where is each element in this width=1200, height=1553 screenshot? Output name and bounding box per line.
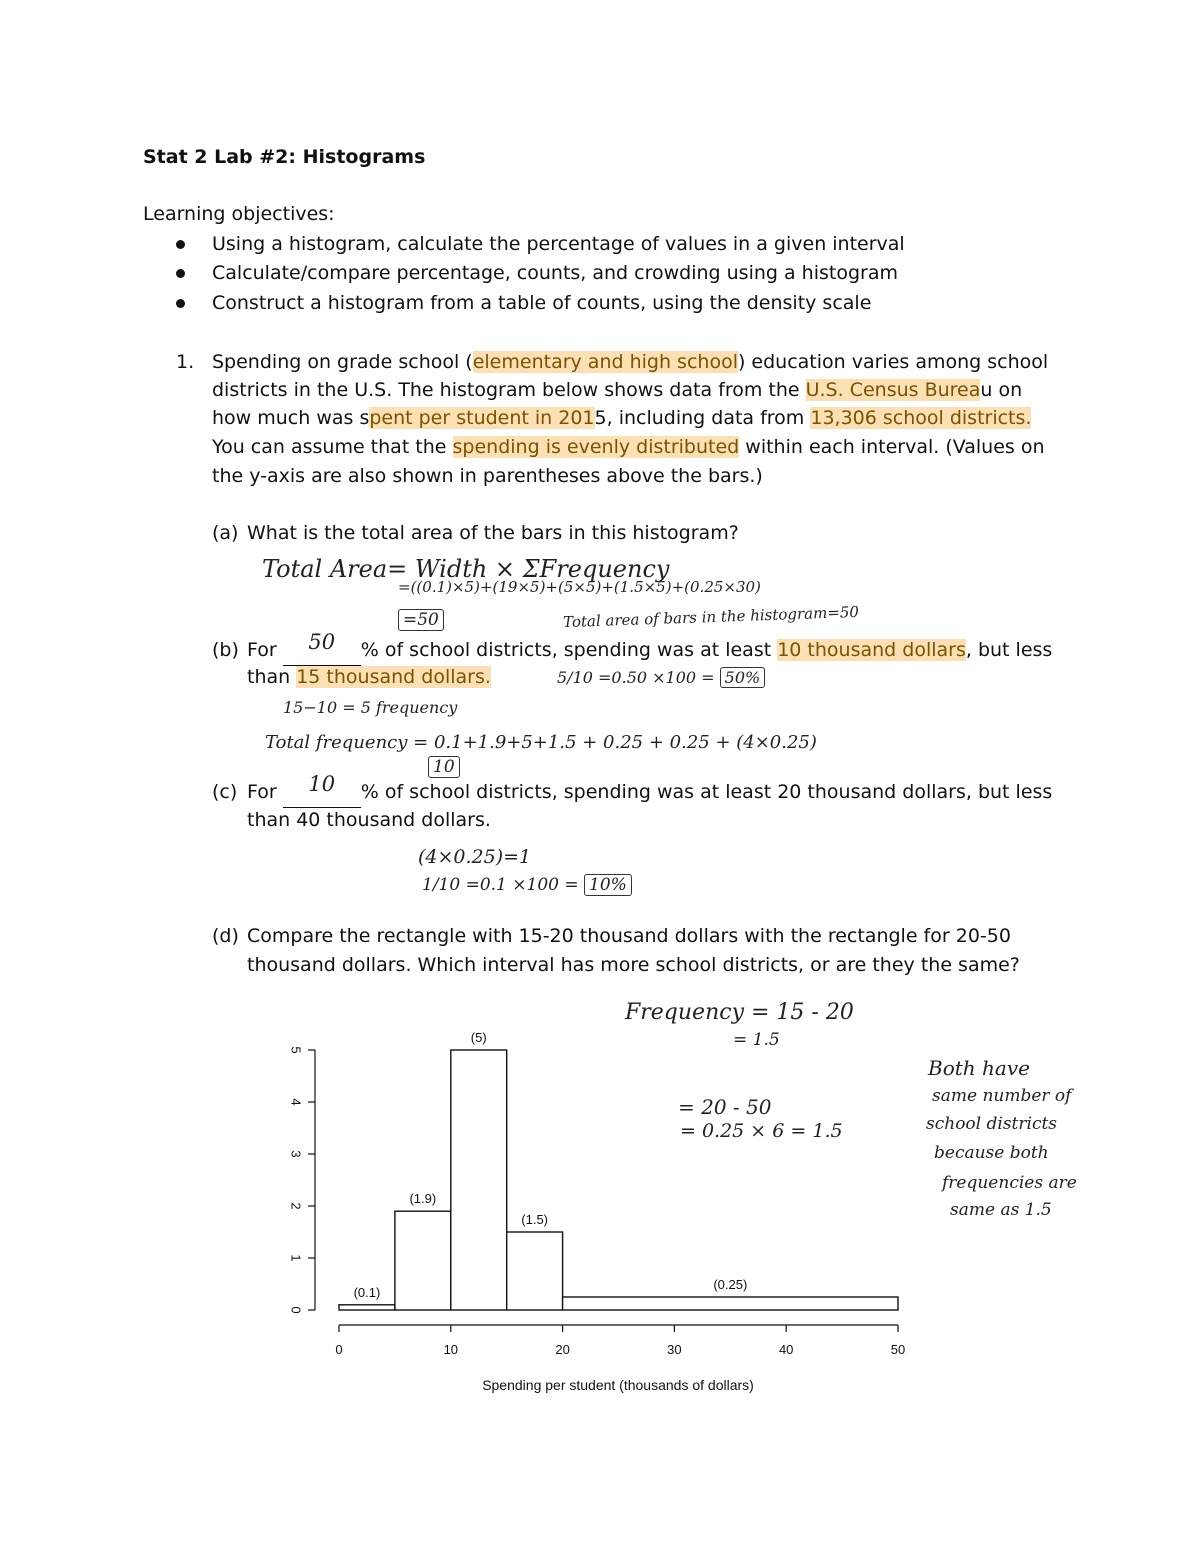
y-tick-label: 3 [288,1150,304,1158]
histogram-bar [339,1305,395,1310]
y-tick-label: 5 [288,1046,304,1054]
part-b-line-2: than 15 thousand dollars. [247,666,491,688]
handwritten-note: (4×0.25)=1 [418,846,532,868]
part-c-label: (c) [212,781,238,803]
bar-value-label: (0.25) [713,1277,748,1292]
histogram-bars [339,1030,898,1310]
page-title: Stat 2 Lab #2: Histograms [143,146,426,168]
histogram-bar [395,1211,451,1310]
handwritten-answer: =50 [398,610,444,630]
handwritten-note: because both [934,1143,1049,1163]
part-a-question: What is the total area of the bars in this histogram? [247,522,739,544]
y-axis [289,1046,315,1313]
handwritten-note: same number of [932,1086,1072,1106]
answer-blank[interactable]: 50 [283,636,361,666]
part-c-question: For 10 % of school districts, spending was at least 20 thousand dollars, but less [247,778,1052,808]
histogram-bar [507,1232,563,1310]
q1-line-1: Spending on grade school (elementary and high school) education varies among school [212,351,1049,373]
x-axis-label: Spending per student (thousands of dollars) [482,1377,754,1393]
q1-line-2: districts in the U.S. The histogram below shows data from the U.S. Census Bureau on [212,379,1023,401]
y-tick-label: 2 [288,1202,304,1210]
highlight: 13,306 school districts. [810,407,1032,429]
histogram-bar [563,1297,898,1310]
part-d-line-2: thousand dollars. Which interval has more school districts, or are they the same? [247,954,1020,976]
objectives-heading: Learning objectives: [143,203,335,225]
handwritten-note: 5/10 =0.50 ×100 = 50% [557,668,765,687]
bar-value-label: (1.9) [409,1191,437,1207]
handwritten-note: Both have [928,1056,1030,1080]
handwritten-answer: 10 [428,757,460,777]
handwritten-note: = 0.25 × 6 = 1.5 [680,1120,843,1142]
y-tick-label: 4 [288,1098,304,1106]
part-b-label: (b) [212,639,239,661]
part-c-line-2: than 40 thousand dollars. [247,809,491,831]
part-d-question: Compare the rectangle with 15-20 thousand dollars with the rectangle for 20-50 [247,925,1011,947]
objective-item: Using a histogram, calculate the percentage of values in a given interval [212,233,905,255]
x-axis [335,1325,905,1357]
handwritten-note: 15−10 = 5 frequency [283,698,458,717]
handwritten-note: Total frequency = 0.1+1.9+5+1.5 + 0.25 + 0.25 + (4×0.25) [265,732,817,753]
handwritten-note: frequencies are [942,1173,1077,1193]
handwritten-note: same as 1.5 [950,1200,1052,1220]
y-tick-label: 1 [288,1254,304,1262]
handwritten-note: =((0.1)×5)+(19×5)+(5×5)+(1.5×5)+(0.25×30) [398,578,761,596]
objective-item: Construct a histogram from a table of counts, using the density scale [212,292,872,314]
x-tick-label: 20 [555,1342,570,1357]
highlight: pent per student in 201 [369,407,595,429]
part-d-label: (d) [212,925,239,947]
handwritten-note: Total area of bars in the histogram=50 [562,602,860,632]
highlight: elementary and high school [472,351,738,373]
x-tick-label: 30 [667,1342,682,1357]
highlight: 15 thousand dollars. [296,666,491,688]
highlight: spending is evenly distributed [452,436,740,458]
x-tick-label: 40 [778,1342,794,1357]
handwritten-note: = 1.5 [733,1030,780,1050]
highlight: U.S. Census Burea [805,379,981,401]
y-tick-label: 0 [288,1306,304,1314]
histogram-bar [451,1050,507,1310]
objective-item: Calculate/compare percentage, counts, and crowding using a histogram [212,262,899,284]
q1-line-5: the y-axis are also shown in parentheses above the bars.) [212,465,763,487]
handwritten-note: Total Area= Width × ΣFrequency [262,555,670,583]
part-a-label: (a) [212,522,239,544]
handwritten-note: 1/10 =0.1 ×100 = 10% [422,875,632,895]
part-b-question: For 50 % of school districts, spending was at least 10 thousand dollars, but less [247,636,1052,666]
q1-line-4: You can assume that the spending is evenly distributed within each interval. (Values on [212,436,1045,458]
highlight: 10 thousand dollars [777,639,966,661]
q1-line-3: how much was spent per student in 2015, including data from 13,306 school districts. [212,407,1032,429]
bar-value-label: (1.5) [521,1212,549,1227]
x-tick-label: 50 [890,1342,906,1357]
question-number: 1. [176,351,195,373]
x-tick-label: 0 [335,1342,343,1357]
x-tick-label: 10 [443,1342,459,1357]
bar-value-label: (0.1) [353,1284,381,1300]
handwritten-note: = 20 - 50 [678,1095,772,1119]
handwritten-note: Frequency = 15 - 20 [625,1000,854,1025]
bar-value-label: (5) [470,1030,487,1045]
answer-blank[interactable]: 10 [283,778,361,808]
handwritten-note: school districts [926,1114,1058,1134]
